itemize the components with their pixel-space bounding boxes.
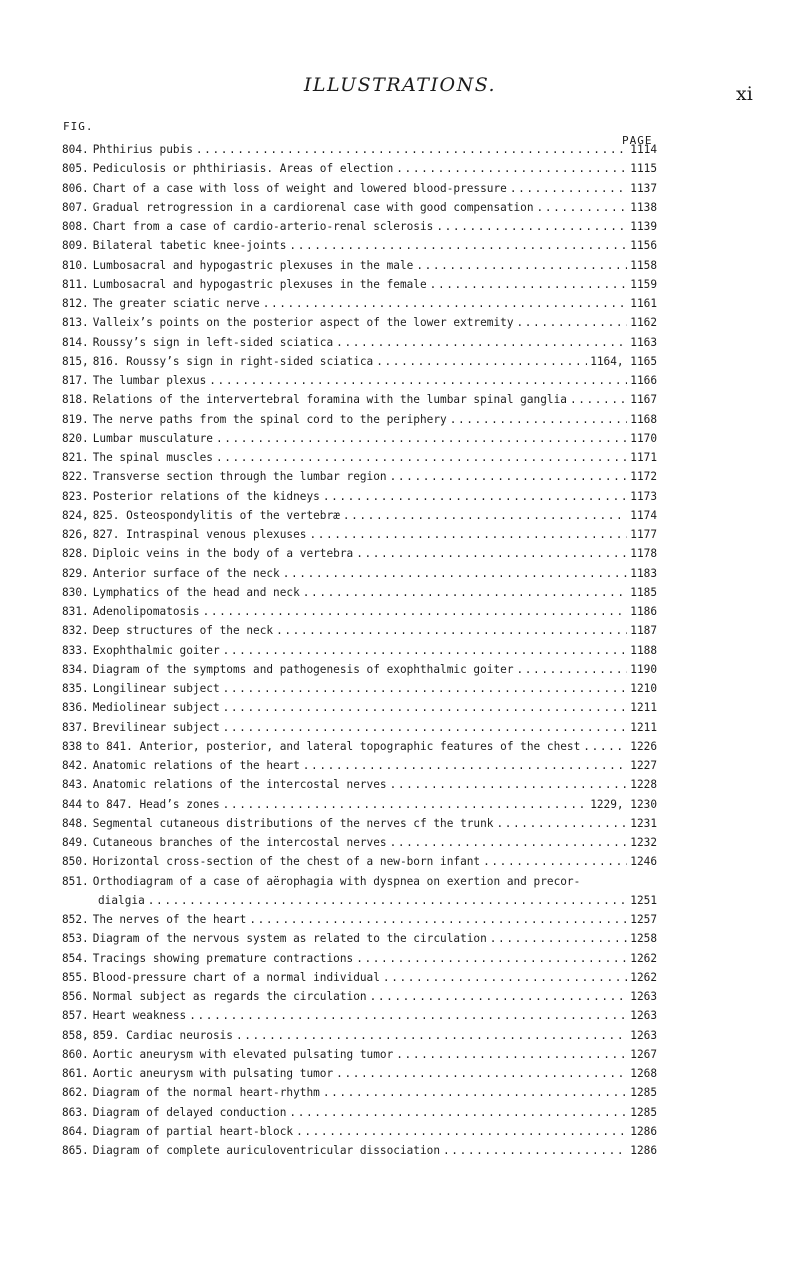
dot-leader xyxy=(216,429,627,448)
page-reference: 1263 xyxy=(630,1028,657,1042)
dot-leader xyxy=(343,506,627,525)
dot-leader xyxy=(356,949,627,968)
dot-leader xyxy=(396,1045,627,1064)
fig-column-heading: FIG. xyxy=(63,120,94,133)
list-item xyxy=(62,891,657,910)
figure-number: 824, xyxy=(62,508,89,522)
list-item xyxy=(62,775,657,794)
page-number: xi xyxy=(736,83,753,105)
list-item xyxy=(62,833,657,852)
dot-leader xyxy=(309,525,627,544)
dot-leader xyxy=(223,718,628,737)
dot-leader xyxy=(356,544,627,563)
figure-number: 836. xyxy=(62,701,89,715)
dot-leader xyxy=(436,217,627,236)
figure-title: Orthodiagram of a case of aërophagia with dyspnea on exertion and precor- xyxy=(92,874,581,888)
figure-title: to 847. Head’s zones xyxy=(86,797,220,811)
list-item xyxy=(62,1083,657,1102)
dot-leader xyxy=(303,756,628,775)
dot-leader xyxy=(296,1122,627,1141)
figure-title: Chart from a case of cardio-arterio-renal sclerosis xyxy=(92,220,434,233)
figure-title: Diploic veins in the body of a vertebra xyxy=(92,547,354,561)
dot-leader xyxy=(336,1064,627,1083)
list-item xyxy=(62,1045,657,1064)
dot-leader xyxy=(396,159,627,178)
list-item xyxy=(62,217,657,236)
figure-title: Transverse section through the lumbar region xyxy=(92,470,387,484)
dot-leader xyxy=(189,1006,627,1025)
figure-number: 822. xyxy=(62,470,89,484)
list-item xyxy=(62,852,657,871)
list-item xyxy=(62,525,657,544)
dot-leader xyxy=(223,698,628,717)
figure-title: Brevilinear subject xyxy=(92,720,220,734)
dot-leader xyxy=(390,467,628,486)
list-item xyxy=(62,583,657,602)
list-item xyxy=(62,236,657,255)
figure-number: 804. xyxy=(62,143,89,156)
figure-number: 842. xyxy=(62,759,89,772)
figure-title: 859. Cardiac neurosis xyxy=(92,1028,233,1042)
page-reference: 1210 xyxy=(630,682,657,695)
list-item xyxy=(62,467,657,486)
list-item xyxy=(62,1006,657,1025)
dot-leader xyxy=(209,371,627,390)
page-reference: 1251 xyxy=(630,893,657,907)
dot-leader xyxy=(583,737,627,756)
figure-number: 852. xyxy=(62,913,89,926)
figure-number: 806. xyxy=(62,181,89,195)
figure-title: Diagram of the nervous system as related to the circulation xyxy=(92,932,487,946)
list-item xyxy=(62,140,657,159)
figure-title: 825. Osteospondylitis of the vertebræ xyxy=(92,508,340,522)
figure-title: Mediolinear subject xyxy=(92,701,220,715)
dot-leader xyxy=(490,929,628,948)
dot-leader xyxy=(289,236,627,255)
list-item xyxy=(62,968,657,987)
list-item xyxy=(62,544,657,563)
figure-number: 810. xyxy=(62,258,89,272)
list-item xyxy=(62,987,657,1006)
list-item xyxy=(62,872,657,891)
figure-title: to 841. Anterior, posterior, and lateral topographic features of the chest xyxy=(86,739,581,753)
list-item xyxy=(62,352,657,371)
figure-number: 862. xyxy=(62,1086,89,1100)
list-item xyxy=(62,929,657,948)
figure-title: Normal subject as regards the circulation xyxy=(92,990,367,1003)
figure-number: 860. xyxy=(62,1047,89,1061)
figure-title: Diagram of complete auriculoventricular dissociation xyxy=(92,1144,441,1157)
figure-number: 834. xyxy=(62,662,89,676)
dot-leader xyxy=(537,198,628,217)
list-item xyxy=(62,679,657,698)
figure-title: Horizontal cross-section of the chest of a new-born infant xyxy=(92,855,481,869)
figure-number: 807. xyxy=(62,200,89,214)
page-reference: 1257 xyxy=(630,913,657,926)
dot-leader xyxy=(148,891,628,910)
page-reference: 1168 xyxy=(630,412,657,426)
figure-number: 809. xyxy=(62,239,89,253)
illustrations-list xyxy=(62,140,657,1160)
page-reference: 1262 xyxy=(630,951,657,965)
figure-title: Longilinear subject xyxy=(92,682,220,695)
list-item xyxy=(62,179,657,198)
list-item xyxy=(62,621,657,640)
page-reference: 1170 xyxy=(630,431,657,445)
figure-number: 813. xyxy=(62,316,89,330)
dot-leader xyxy=(223,679,628,698)
list-item xyxy=(62,448,657,467)
page-reference: 1178 xyxy=(630,547,657,561)
figure-number: 854. xyxy=(62,951,89,965)
dot-leader xyxy=(323,1083,627,1102)
list-item xyxy=(62,313,657,332)
list-item xyxy=(62,159,657,178)
figure-title: Lumbosacral and hypogastric plexuses in the female xyxy=(92,277,427,291)
figure-number: 826, xyxy=(62,528,89,541)
page-reference: 1114 xyxy=(630,143,657,156)
figure-number: 838 xyxy=(62,739,83,753)
list-item xyxy=(62,910,657,929)
page-reference: 1232 xyxy=(630,836,657,849)
list-item xyxy=(62,1064,657,1083)
figure-number: 844 xyxy=(62,797,83,811)
list-item xyxy=(62,756,657,775)
list-item xyxy=(62,698,657,717)
dot-leader xyxy=(249,910,627,929)
dot-leader xyxy=(443,1141,627,1160)
page-reference: 1163 xyxy=(630,335,657,349)
dot-leader xyxy=(483,852,627,871)
page-reference: 1174 xyxy=(630,508,657,522)
page-reference: 1258 xyxy=(630,932,657,946)
figure-number: 828. xyxy=(62,547,89,561)
figure-number: 835. xyxy=(62,682,89,695)
figure-title: The lumbar plexus xyxy=(92,374,207,387)
page-reference: 1231 xyxy=(630,816,657,830)
page-reference: 1229, 1230 xyxy=(590,797,657,811)
figure-title: Pediculosis or phthiriasis. Areas of election xyxy=(92,162,394,176)
figure-title: Diagram of the normal heart-rhythm xyxy=(92,1086,320,1100)
dot-leader xyxy=(223,641,628,660)
figure-title: The spinal muscles xyxy=(92,451,213,464)
dot-leader xyxy=(376,352,587,371)
dot-leader xyxy=(323,487,627,506)
figure-title: Roussy’s sign in left-sided sciatica xyxy=(92,335,334,349)
figure-number: 811. xyxy=(62,277,89,291)
list-item xyxy=(62,795,657,814)
page-reference: 1211 xyxy=(630,701,657,715)
list-item xyxy=(62,1141,657,1160)
figure-title: Aortic aneurysm with elevated pulsating tumor xyxy=(92,1047,394,1061)
list-item xyxy=(62,198,657,217)
page-reference: 1173 xyxy=(630,489,657,503)
figure-number: 861. xyxy=(62,1067,89,1080)
list-item xyxy=(62,390,657,409)
figure-title: Valleix’s points on the posterior aspect of the lower extremity xyxy=(92,316,514,330)
figure-number: 821. xyxy=(62,451,89,464)
figure-title: Chart of a case with loss of weight and lowered blood-pressure xyxy=(92,181,507,195)
figure-title: Aortic aneurysm with pulsating tumor xyxy=(92,1067,334,1080)
figure-number: 805. xyxy=(62,162,89,176)
figure-number: 830. xyxy=(62,585,89,599)
list-item xyxy=(62,641,657,660)
figure-title: Deep structures of the neck xyxy=(92,624,274,638)
figure-title: Exophthalmic goiter xyxy=(92,643,220,657)
list-item xyxy=(62,564,657,583)
dot-leader xyxy=(223,795,588,814)
figure-title: Relations of the intervertebral foramina with the lumbar spinal ganglia xyxy=(92,393,567,407)
list-item xyxy=(62,487,657,506)
figure-number: 864. xyxy=(62,1124,89,1138)
figure-number: 823. xyxy=(62,489,89,503)
figure-number: 865. xyxy=(62,1144,89,1157)
figure-title: Segmental cutaneous distributions of the nerves cf the trunk xyxy=(92,816,494,830)
page-reference: 1262 xyxy=(630,970,657,984)
figure-number: 817. xyxy=(62,374,89,387)
page-column-heading: PAGE xyxy=(622,134,653,147)
figure-number: 812. xyxy=(62,297,89,310)
list-item xyxy=(62,1026,657,1045)
list-item xyxy=(62,602,657,621)
figure-number: 814. xyxy=(62,335,89,349)
page-reference: 1268 xyxy=(630,1067,657,1080)
page-reference: 1166 xyxy=(630,374,657,387)
list-item xyxy=(62,718,657,737)
list-item xyxy=(62,1103,657,1122)
dot-leader xyxy=(276,621,627,640)
figure-number: 831. xyxy=(62,605,89,618)
dot-leader xyxy=(263,294,628,313)
figure-title: Diagram of partial heart-block xyxy=(92,1124,294,1138)
dot-leader xyxy=(430,275,628,294)
page-reference: 1228 xyxy=(630,778,657,792)
list-item xyxy=(62,256,657,275)
list-item xyxy=(62,371,657,390)
page-reference: 1286 xyxy=(630,1124,657,1138)
dot-leader xyxy=(283,564,628,583)
figure-title: Anatomic relations of the heart xyxy=(92,759,300,772)
figure-number: 851. xyxy=(62,874,89,888)
page-reference: 1267 xyxy=(630,1047,657,1061)
figure-title: Cutaneous branches of the intercostal nerves xyxy=(92,836,387,849)
dot-leader xyxy=(390,775,628,794)
list-item xyxy=(62,294,657,313)
page-reference: 1285 xyxy=(630,1105,657,1119)
figure-title: Lumbar musculature xyxy=(92,431,213,445)
figure-title: Lumbosacral and hypogastric plexuses in the male xyxy=(92,258,414,272)
figure-title: Posterior relations of the kidneys xyxy=(92,489,320,503)
list-item xyxy=(62,333,657,352)
page-reference: 1188 xyxy=(630,643,657,657)
figure-number: 857. xyxy=(62,1009,89,1023)
dot-leader xyxy=(517,660,628,679)
figure-title: Heart weakness xyxy=(92,1009,187,1023)
figure-number: 853. xyxy=(62,932,89,946)
page-reference: 1183 xyxy=(630,566,657,580)
page-reference: 1156 xyxy=(630,239,657,253)
page-reference: 1162 xyxy=(630,316,657,330)
dot-leader xyxy=(303,583,628,602)
figure-number: 863. xyxy=(62,1105,89,1119)
figure-title: Tracings showing premature contractions xyxy=(92,951,354,965)
dot-leader xyxy=(416,256,627,275)
figure-title: Blood-pressure chart of a normal individual xyxy=(92,970,380,984)
figure-number: 858, xyxy=(62,1028,89,1042)
figure-title: Diagram of delayed conduction xyxy=(92,1105,287,1119)
running-title: ILLUSTRATIONS. xyxy=(303,74,497,96)
page-reference: 1161 xyxy=(630,297,657,310)
list-item xyxy=(62,737,657,756)
page-reference: 1211 xyxy=(630,720,657,734)
figure-title: Bilateral tabetic knee-joints xyxy=(92,239,287,253)
list-item xyxy=(62,814,657,833)
figure-number: 837. xyxy=(62,720,89,734)
figure-title: Diagram of the symptoms and pathogenesis of exophthalmic goiter xyxy=(92,662,514,676)
page-reference: 1159 xyxy=(630,277,657,291)
page-reference: 1263 xyxy=(630,1009,657,1023)
list-item xyxy=(62,275,657,294)
page-reference: 1139 xyxy=(630,220,657,233)
figure-number: 832. xyxy=(62,624,89,638)
dot-leader xyxy=(196,140,627,159)
page-reference: 1158 xyxy=(630,258,657,272)
figure-number: 849. xyxy=(62,836,89,849)
list-item xyxy=(62,429,657,448)
figure-title: The nerve paths from the spinal cord to the periphery xyxy=(92,412,447,426)
figure-title: Gradual retrogression in a cardiorenal case with good compensation xyxy=(92,200,534,214)
figure-number: 815, xyxy=(62,354,89,368)
list-item xyxy=(62,410,657,429)
figure-title: Lymphatics of the head and neck xyxy=(92,585,300,599)
figure-title: Anterior surface of the neck xyxy=(92,566,280,580)
figure-title: dialgia xyxy=(98,893,145,907)
dot-leader xyxy=(390,833,628,852)
page-reference: 1246 xyxy=(630,855,657,869)
figure-title: Anatomic relations of the intercostal nerves xyxy=(92,778,387,792)
figure-number: 848. xyxy=(62,816,89,830)
dot-leader xyxy=(496,814,627,833)
figure-number: 829. xyxy=(62,566,89,580)
page-reference: 1190 xyxy=(630,662,657,676)
figure-number: 856. xyxy=(62,990,89,1003)
figure-number: 843. xyxy=(62,778,89,792)
page-reference: 1185 xyxy=(630,585,657,599)
figure-number: 818. xyxy=(62,393,89,407)
figure-title: 816. Roussy’s sign in right-sided sciatica xyxy=(92,354,374,368)
figure-number: 850. xyxy=(62,855,89,869)
dot-leader xyxy=(570,390,627,409)
dot-leader xyxy=(370,987,628,1006)
figure-title: The greater sciatic nerve xyxy=(92,297,260,310)
page-reference: 1164, 1165 xyxy=(590,354,657,368)
page-reference: 1177 xyxy=(630,528,657,541)
page-reference: 1187 xyxy=(630,624,657,638)
dot-leader xyxy=(236,1026,627,1045)
page-reference: 1227 xyxy=(630,759,657,772)
list-item xyxy=(62,660,657,679)
page-reference: 1263 xyxy=(630,990,657,1003)
dot-leader xyxy=(383,968,627,987)
figure-number: 819. xyxy=(62,412,89,426)
page-reference: 1186 xyxy=(630,605,657,618)
list-item xyxy=(62,506,657,525)
page-reference: 1226 xyxy=(630,739,657,753)
figure-title: 827. Intraspinal venous plexuses xyxy=(92,528,307,541)
dot-leader xyxy=(510,179,627,198)
page-reference: 1167 xyxy=(630,393,657,407)
figure-title: The nerves of the heart xyxy=(92,913,247,926)
figure-title: Phthirius pubis xyxy=(92,143,193,156)
figure-number: 833. xyxy=(62,643,89,657)
page-reference: 1172 xyxy=(630,470,657,484)
figure-number: 855. xyxy=(62,970,89,984)
page-reference: 1171 xyxy=(630,451,657,464)
page-reference: 1285 xyxy=(630,1086,657,1100)
list-item xyxy=(62,949,657,968)
dot-leader xyxy=(336,333,627,352)
list-item xyxy=(62,1122,657,1141)
page-reference: 1115 xyxy=(630,162,657,176)
dot-leader xyxy=(203,602,628,621)
figure-number: 808. xyxy=(62,220,89,233)
dot-leader xyxy=(216,448,627,467)
page-reference: 1137 xyxy=(630,181,657,195)
page-reference: 1138 xyxy=(630,200,657,214)
figure-title: Adenolipomatosis xyxy=(92,605,200,618)
dot-leader xyxy=(450,410,628,429)
figure-number: 820. xyxy=(62,431,89,445)
page-reference: 1286 xyxy=(630,1144,657,1157)
dot-leader xyxy=(289,1103,627,1122)
dot-leader xyxy=(517,313,628,332)
